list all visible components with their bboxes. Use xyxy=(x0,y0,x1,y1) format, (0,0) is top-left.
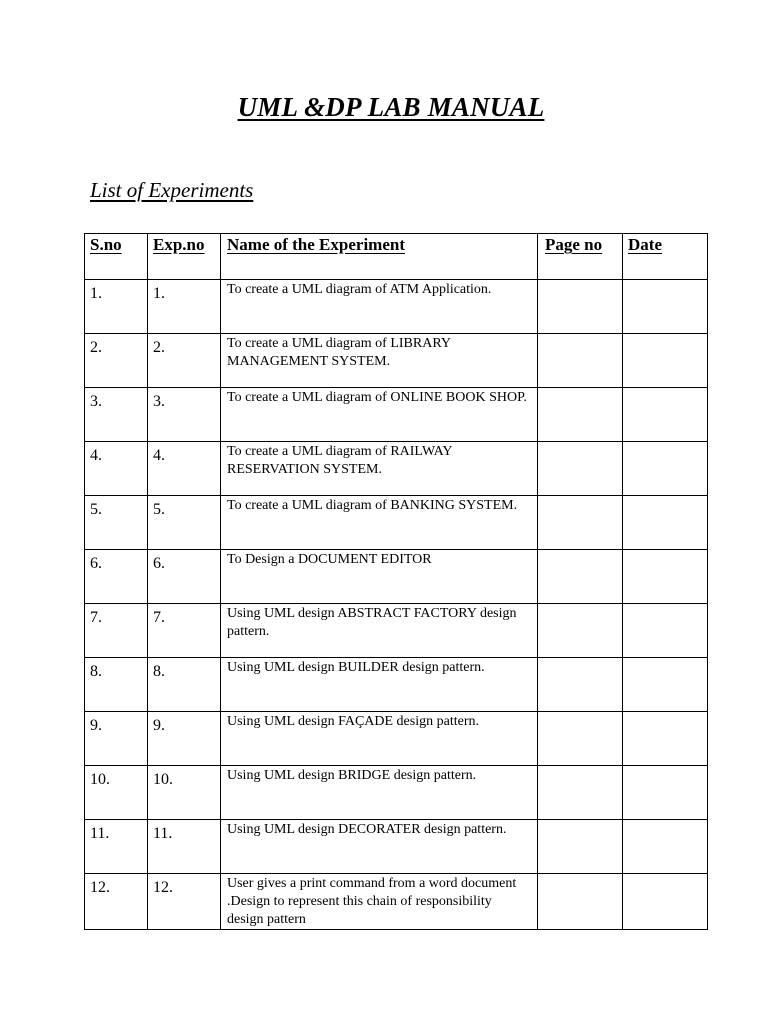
cell-experiment-name xyxy=(221,766,538,820)
cell-sno-text: 10. xyxy=(90,771,110,788)
cell-experiment-name xyxy=(221,496,538,550)
table-row xyxy=(85,550,708,604)
cell-page-no xyxy=(538,550,623,604)
cell-page-no xyxy=(538,280,623,334)
cell-experiment-name-text: Using UML design BRIDGE design pattern. xyxy=(227,768,477,783)
cell-sno-text: 1. xyxy=(90,285,102,302)
table-row xyxy=(85,820,708,874)
cell-sno-text: 4. xyxy=(90,447,102,464)
table-row xyxy=(85,496,708,550)
table-row xyxy=(85,874,708,930)
cell-exp-no-text: 8. xyxy=(153,663,165,680)
cell-experiment-name xyxy=(221,712,538,766)
cell-page-no xyxy=(538,496,623,550)
cell-exp-no xyxy=(148,658,221,712)
section-heading: List of Experiments xyxy=(90,178,254,202)
header-sno: S.no xyxy=(85,234,148,280)
cell-sno xyxy=(85,496,148,550)
cell-exp-no xyxy=(148,820,221,874)
cell-page-no xyxy=(538,820,623,874)
table-row xyxy=(85,604,708,658)
cell-sno-text: 9. xyxy=(90,717,102,734)
table-row xyxy=(85,766,708,820)
cell-sno-text: 5. xyxy=(90,501,102,518)
cell-sno xyxy=(85,820,148,874)
table-row xyxy=(85,442,708,496)
cell-exp-no xyxy=(148,766,221,820)
cell-exp-no-text: 6. xyxy=(153,555,165,572)
cell-date xyxy=(623,280,708,334)
cell-date xyxy=(623,388,708,442)
table-row xyxy=(85,334,708,388)
cell-date xyxy=(623,442,708,496)
table-row xyxy=(85,388,708,442)
cell-experiment-name xyxy=(221,820,538,874)
table-body xyxy=(85,280,708,930)
cell-experiment-name-text: To create a UML diagram of ATM Application. xyxy=(227,282,492,297)
cell-experiment-name xyxy=(221,280,538,334)
cell-sno-text: 11. xyxy=(90,825,110,842)
cell-exp-no-text: 10. xyxy=(153,771,173,788)
cell-sno-text: 6. xyxy=(90,555,102,572)
cell-experiment-name xyxy=(221,334,538,388)
cell-experiment-name-text: Using UML design ABSTRACT FACTORY design pattern. xyxy=(227,606,517,639)
cell-experiment-name-text: To create a UML diagram of LIBRARY MANAGEMENT SYSTEM. xyxy=(227,336,451,369)
cell-date xyxy=(623,766,708,820)
cell-sno xyxy=(85,280,148,334)
cell-experiment-name xyxy=(221,604,538,658)
table-row xyxy=(85,280,708,334)
cell-experiment-name-text: Using UML design DECORATER design pattern. xyxy=(227,822,507,837)
cell-page-no xyxy=(538,604,623,658)
cell-experiment-name xyxy=(221,658,538,712)
cell-experiment-name-text: Using UML design FAÇADE design pattern. xyxy=(227,714,479,729)
cell-sno xyxy=(85,766,148,820)
cell-exp-no-text: 12. xyxy=(153,879,173,896)
cell-sno-text: 2. xyxy=(90,339,102,356)
table-row xyxy=(85,712,708,766)
cell-sno xyxy=(85,550,148,604)
cell-date xyxy=(623,496,708,550)
cell-page-no xyxy=(538,334,623,388)
cell-exp-no-text: 11. xyxy=(153,825,173,842)
header-date: Date xyxy=(623,234,708,280)
cell-page-no xyxy=(538,874,623,930)
cell-experiment-name-text: To create a UML diagram of BANKING SYSTEM. xyxy=(227,498,518,513)
cell-exp-no-text: 4. xyxy=(153,447,165,464)
cell-exp-no xyxy=(148,874,221,930)
cell-experiment-name-text: To Design a DOCUMENT EDITOR xyxy=(227,552,432,567)
cell-experiment-name xyxy=(221,388,538,442)
cell-page-no xyxy=(538,442,623,496)
cell-sno-text: 3. xyxy=(90,393,102,410)
cell-page-no xyxy=(538,658,623,712)
cell-date xyxy=(623,712,708,766)
cell-sno xyxy=(85,334,148,388)
cell-experiment-name-text: To create a UML diagram of ONLINE BOOK SHOP. xyxy=(227,390,527,405)
cell-exp-no xyxy=(148,334,221,388)
cell-sno-text: 8. xyxy=(90,663,102,680)
cell-date xyxy=(623,604,708,658)
cell-exp-no-text: 5. xyxy=(153,501,165,518)
cell-date xyxy=(623,658,708,712)
cell-page-no xyxy=(538,388,623,442)
cell-exp-no-text: 1. xyxy=(153,285,165,302)
cell-date xyxy=(623,334,708,388)
cell-sno xyxy=(85,604,148,658)
cell-date xyxy=(623,820,708,874)
cell-date xyxy=(623,874,708,930)
cell-sno xyxy=(85,442,148,496)
cell-sno xyxy=(85,712,148,766)
cell-experiment-name-text: User gives a print command from a word document .Design to represent this chain of responsibility design pattern xyxy=(227,876,517,927)
header-experiment-name: Name of the Experiment xyxy=(221,234,538,280)
cell-sno xyxy=(85,658,148,712)
cell-exp-no-text: 2. xyxy=(153,339,165,356)
experiments-table xyxy=(84,233,708,930)
cell-experiment-name-text: Using UML design BUILDER design pattern. xyxy=(227,660,485,675)
cell-experiment-name xyxy=(221,874,538,930)
cell-exp-no xyxy=(148,280,221,334)
cell-date xyxy=(623,550,708,604)
header-page-no: Page no xyxy=(538,234,623,280)
cell-exp-no xyxy=(148,550,221,604)
cell-exp-no xyxy=(148,442,221,496)
table-row xyxy=(85,658,708,712)
cell-exp-no xyxy=(148,712,221,766)
cell-sno xyxy=(85,388,148,442)
cell-exp-no xyxy=(148,388,221,442)
cell-experiment-name xyxy=(221,550,538,604)
cell-sno-text: 7. xyxy=(90,609,102,626)
cell-exp-no xyxy=(148,496,221,550)
cell-exp-no-text: 9. xyxy=(153,717,165,734)
cell-sno-text: 12. xyxy=(90,879,110,896)
header-exp-no: Exp.no xyxy=(148,234,221,280)
cell-experiment-name-text: To create a UML diagram of RAILWAY RESERVATION SYSTEM. xyxy=(227,444,453,477)
table-header-row xyxy=(85,234,708,280)
cell-page-no xyxy=(538,712,623,766)
document-title: UML &DP LAB MANUAL xyxy=(237,92,545,122)
cell-experiment-name xyxy=(221,442,538,496)
cell-exp-no-text: 7. xyxy=(153,609,165,626)
cell-sno xyxy=(85,874,148,930)
cell-exp-no-text: 3. xyxy=(153,393,165,410)
cell-exp-no xyxy=(148,604,221,658)
cell-page-no xyxy=(538,766,623,820)
